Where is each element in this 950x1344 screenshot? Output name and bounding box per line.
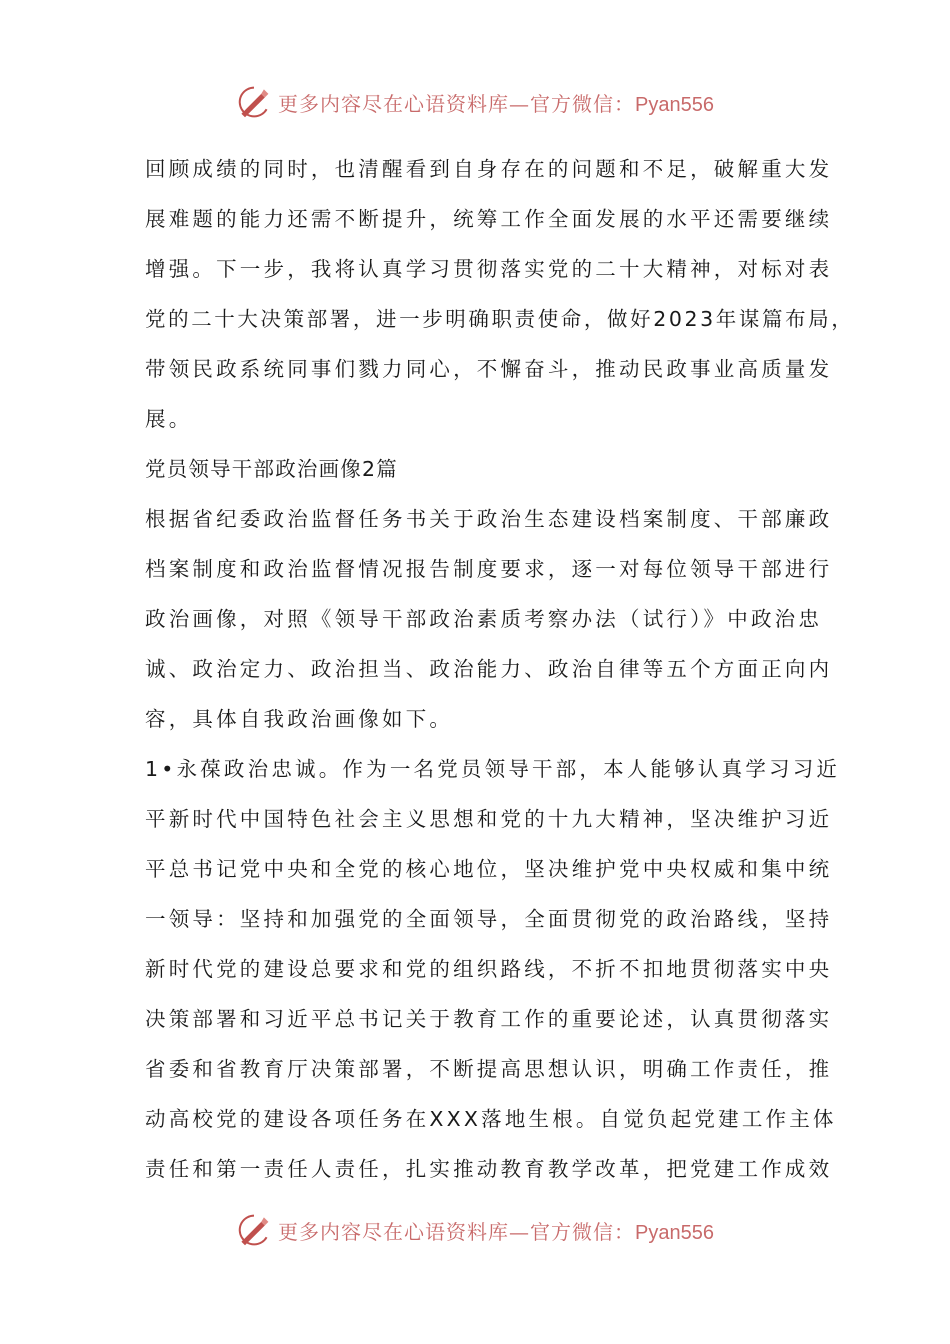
text-line: 展。 (145, 407, 193, 431)
text-line: 容，具体自我政治画像如下。 (145, 707, 454, 731)
text-line: 决策部署和习近平总书记关于教育工作的重要论述，认真贯彻落实 (145, 1007, 833, 1031)
pen-logo-icon (236, 1212, 272, 1248)
text-line: 展难题的能力还需不断提升，统筹工作全面发展的水平还需要继续 (145, 207, 833, 231)
text-line: 平总书记党中央和全党的核心地位，坚决维护党中央权威和集中统 (145, 857, 833, 881)
text-line: 党的二十大决策部署，进一步明确职责使命，做好2023年谋篇布局， (145, 307, 855, 331)
footer-watermark-text: 更多内容尽在心语资料库—官方微信：Pyan556 (278, 1219, 714, 1244)
text-line: 诚、政治定力、政治担当、政治能力、政治自律等五个方面正向内 (145, 657, 833, 681)
text-line: 动高校党的建设各项任务在XXX落地生根。自觉负起党建工作主体 (145, 1107, 837, 1131)
document-body (145, 147, 855, 1197)
text-line: 档案制度和政治监督情况报告制度要求，逐一对每位领导干部进行 (145, 557, 833, 581)
text-line: 一领导：坚持和加强党的全面领导，全面贯彻党的政治路线，坚持 (145, 907, 833, 931)
pen-logo-icon (236, 84, 272, 120)
header-watermark (0, 82, 950, 122)
text-line: 省委和省教育厅决策部署，不断提高思想认识，明确工作责任，推 (145, 1057, 833, 1081)
text-line: 根据省纪委政治监督任务书关于政治生态建设档案制度、干部廉政 (145, 507, 833, 531)
text-line: 增强。下一步，我将认真学习贯彻落实党的二十大精神，对标对表 (145, 257, 833, 281)
text-line: 回顾成绩的同时，也清醒看到自身存在的问题和不足，破解重大发 (145, 157, 833, 181)
header-watermark-text: 更多内容尽在心语资料库—官方微信：Pyan556 (278, 91, 714, 116)
text-line: 责任和第一责任人责任，扎实推动教育教学改革，把党建工作成效 (145, 1157, 833, 1181)
text-line: 政治画像，对照《领导干部政治素质考察办法（试行）》中政治忠 (145, 607, 823, 631)
text-line: 1•永葆政治忠诚。作为一名党员领导干部，本人能够认真学习习近 (145, 757, 841, 781)
text-line: 带领民政系统同事们戮力同心，不懈奋斗，推动民政事业高质量发 (145, 357, 833, 381)
text-line: 新时代党的建设总要求和党的组织路线，不折不扣地贯彻落实中央 (145, 957, 833, 981)
section-heading: 党员领导干部政治画像2篇 (145, 457, 398, 481)
footer-watermark (0, 1210, 950, 1250)
text-line: 平新时代中国特色社会主义思想和党的十九大精神，坚决维护习近 (145, 807, 833, 831)
